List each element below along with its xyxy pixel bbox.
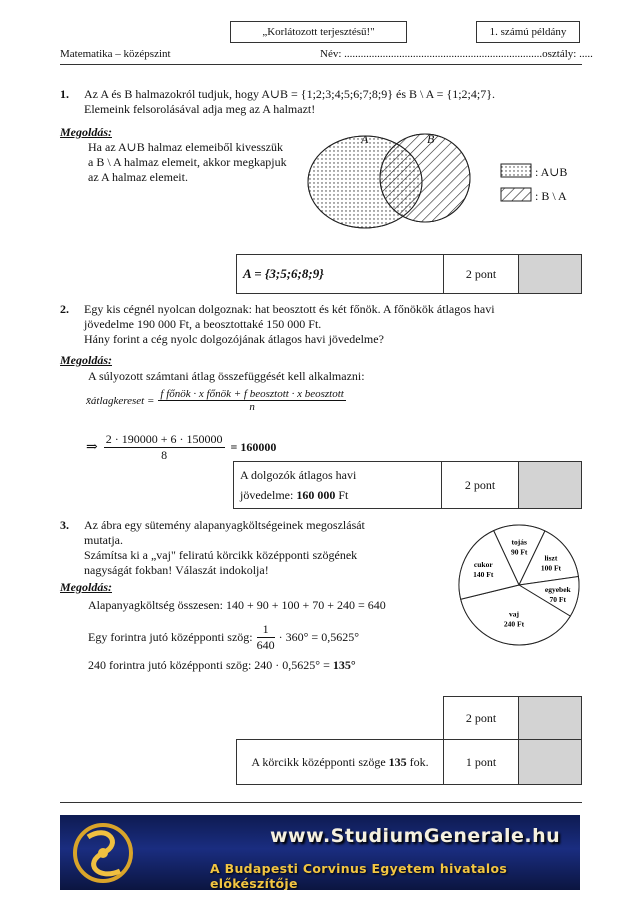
task3-empty-cell	[237, 697, 444, 740]
task2-answer-line1: A dolgozók átlagos havi	[240, 468, 357, 482]
task3-score-cell-a	[519, 697, 582, 740]
task2-answer	[234, 462, 442, 509]
task2-score-table	[233, 461, 582, 509]
pie-label-egyebek-name: egyebek	[544, 584, 571, 594]
task1-sol2: a B \ A halmaz elemeit, akkor megkapjuk	[88, 155, 287, 169]
task3-question	[84, 518, 454, 578]
task2-line1: Egy kis cégnél nyolcan dolgoznak: hat beosztott és két főnök. A főnökök átlagos havi	[84, 302, 495, 316]
pie-label-vaj-value: 240 Ft	[503, 619, 525, 629]
task3-sol3: 240 forintra jutó középponti szög: 240 · 0,5625° = 135°	[88, 658, 356, 672]
task1-score-cell	[519, 255, 582, 294]
footer-banner	[60, 815, 580, 890]
task1-question	[84, 87, 584, 117]
pie-label-liszt-name: liszt	[544, 553, 558, 563]
pie-label-cukor-name: cukor	[473, 559, 493, 569]
task1-points: 2 pont	[444, 255, 519, 294]
pie-label-vaj-name: vaj	[508, 609, 519, 619]
task3-sol2: Egy forintra jutó középponti szög: $\frac{1}{640}$ · 360° = 0,5625°	[88, 622, 360, 652]
pie-label-tojás-value: 90 Ft	[510, 547, 528, 557]
pie-chart	[456, 522, 582, 648]
task3-answer-value: 135	[388, 754, 407, 769]
task1-answer: A = {3;5;6;8;9}	[237, 255, 444, 294]
task2-answer-value: 160 000	[296, 488, 336, 502]
task3-answer: A körcikk középponti szöge 135 fok.	[237, 740, 444, 785]
sol2-numerator: 1	[257, 622, 275, 638]
task1-solution-label: Megoldás:	[60, 125, 112, 139]
task3-line1: Az ábra egy sütemény alapanyagköltségeinek megoszlását	[84, 518, 365, 532]
sg-logo-icon	[68, 819, 138, 887]
footer-url: www.StudiumGenerale.hu	[270, 825, 561, 847]
task1-solution	[88, 140, 308, 185]
task3-line2: mutatja.	[84, 533, 123, 547]
name-field: Név: ........................................................................osztály: .....	[320, 48, 593, 60]
task3-line4: nagyságát fokban! Válaszát indokolja!	[84, 563, 269, 577]
venn-label-a: A	[361, 132, 369, 146]
task2-answer-line2: jövedelme: 160 000 Ft	[240, 488, 349, 502]
header-center-box: „Korlátozott terjesztésű!"	[230, 21, 407, 43]
task3-number: 3.	[60, 518, 69, 532]
task2-number: 2.	[60, 302, 69, 316]
formula-denominator: n	[249, 401, 255, 413]
formula-lhs: x̄átlagkereset =	[86, 394, 155, 407]
venn-label-b: B	[427, 132, 435, 146]
weighted-mean-formula	[86, 388, 346, 413]
pie-label-egyebek-value: 70 Ft	[549, 594, 567, 604]
task1-number: 1.	[60, 87, 69, 101]
task3-score-table	[236, 696, 582, 785]
task1-sol1: Ha az A∪B halmaz elemeiből kivesszük	[88, 140, 283, 154]
task3-score-cell-b	[519, 740, 582, 785]
task2-points: 2 pont	[442, 462, 519, 509]
task3-sol3-result: 135°	[332, 658, 356, 672]
formula-numerator: f főnök · x főnök + f beosztott · x beosztott	[160, 388, 344, 400]
weighted-mean-calc	[86, 432, 276, 463]
sol2-denominator: 640	[256, 638, 275, 652]
legend-union-swatch	[501, 164, 531, 177]
header-copy-box: 1. számú példány	[476, 21, 580, 43]
task3-points-a: 2 pont	[444, 697, 519, 740]
task3-points-b: 1 pont	[444, 740, 519, 785]
footer-tagline: A Budapesti Corvinus Egyetem hivatalos előkészítője	[210, 861, 508, 890]
task3-sol1: Alapanyagköltség összesen: 140 + 90 + 100 + 70 + 240 = 640	[88, 598, 386, 612]
legend-union-label: : A∪B	[535, 165, 568, 179]
venn-diagram	[305, 130, 595, 240]
pie-label-liszt-value: 100 Ft	[540, 563, 562, 573]
calc-numerator: 2 · 190000 + 6 · 150000	[105, 432, 223, 446]
task2-line2: jövedelme 190 000 Ft, a beosztottaké 150 000 Ft.	[84, 317, 322, 331]
legend-diff-swatch	[501, 188, 531, 201]
subject-label: Matematika – középszint	[60, 48, 171, 60]
task2-question	[84, 302, 584, 347]
task1-line2: Elemeink felsorolásával adja meg az A halmazt!	[84, 102, 316, 116]
task2-solution-label: Megoldás:	[60, 353, 112, 367]
task3-line3: Számítsa ki a „vaj" feliratú körcikk középponti szögének	[84, 548, 358, 562]
calc-denominator: 8	[161, 448, 168, 462]
pie-label-tojás-name: tojás	[511, 537, 527, 547]
task2-score-cell	[519, 462, 582, 509]
calc-arrow: ⇒	[86, 440, 98, 455]
legend-diff-label: : B \ A	[535, 189, 567, 203]
calc-result: = 160000	[230, 440, 277, 454]
task1-line1: Az A és B halmazokról tudjuk, hogy A∪B = {1;2;3;4;5;6;7;8;9} és B \ A = {1;2;4;7}.	[84, 87, 495, 101]
task2-sol1: A súlyozott számtani átlag összefüggését kell alkalmazni:	[88, 369, 365, 383]
task1-score-table	[236, 254, 582, 294]
task2-line3: Hány forint a cég nyolc dolgozójának átlagos havi jövedelme?	[84, 332, 384, 346]
task3-solution-label: Megoldás:	[60, 580, 112, 594]
pie-label-cukor-value: 140 Ft	[473, 569, 494, 579]
task1-sol3: az A halmaz elemeit.	[88, 170, 188, 184]
